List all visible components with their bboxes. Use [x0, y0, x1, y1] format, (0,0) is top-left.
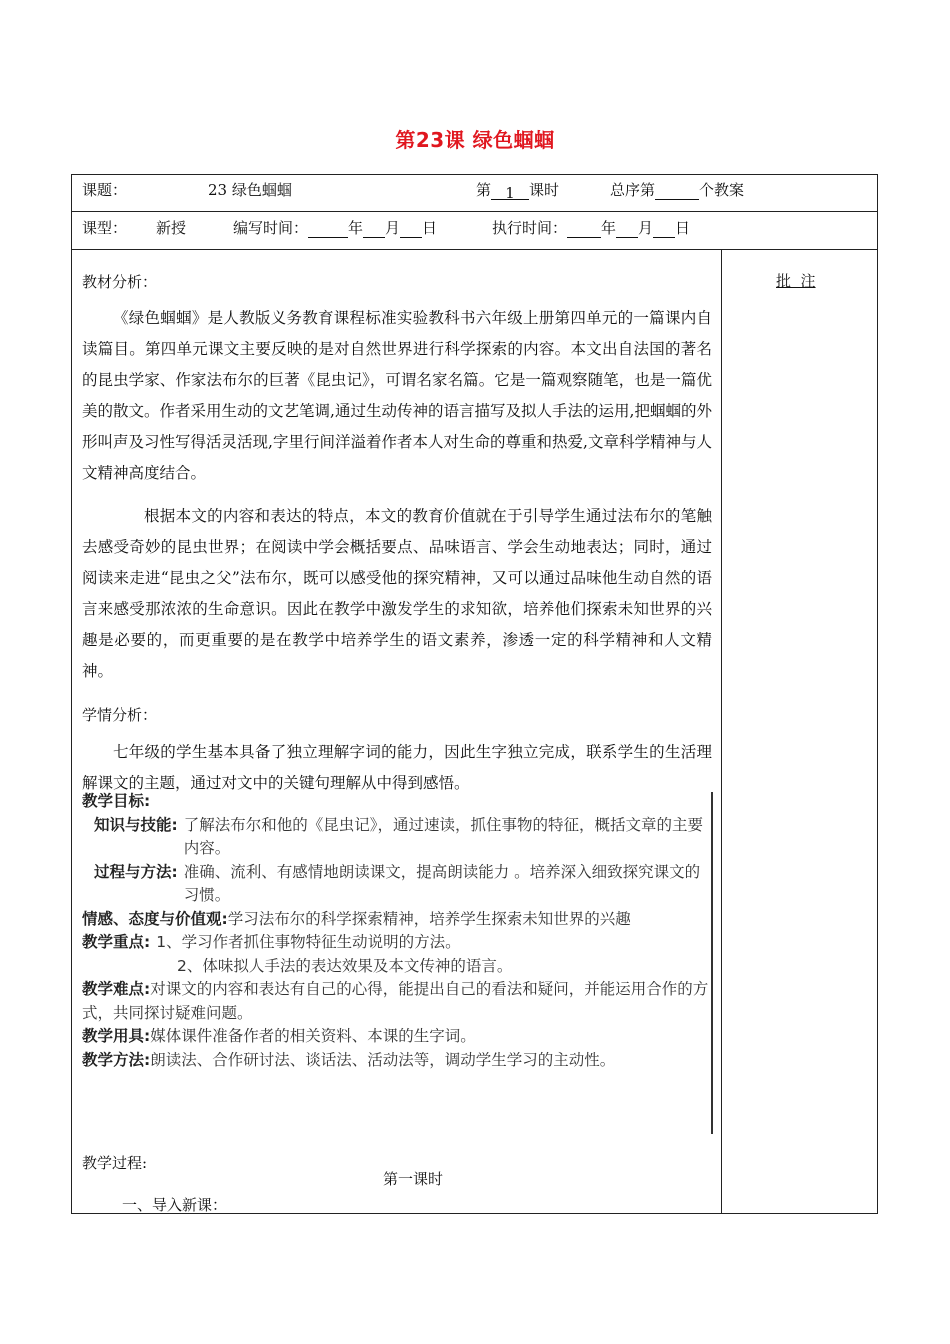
- process-text: 准确、流利、有感情地朗读课文，提高朗读能力 。培养深入细致探究课文的习惯。: [183, 862, 701, 904]
- year-label: 年: [601, 219, 617, 237]
- blank: [400, 221, 422, 238]
- objectives-border: [711, 792, 713, 1134]
- type-label: 课型：: [82, 219, 128, 237]
- seq-prefix: 总序第: [610, 181, 656, 199]
- methods-label: 教学方法:: [82, 1050, 151, 1069]
- objective-knowledge: [82, 814, 712, 861]
- write-time-label: 编写时间：: [233, 219, 309, 237]
- lesson-plan-table: [71, 174, 878, 1214]
- topic-value: 23 绿色蝈蝈: [208, 181, 292, 199]
- topic-label: 课题：: [82, 181, 128, 199]
- teaching-methods: [82, 1049, 712, 1073]
- tools-label: 教学用具:: [82, 1027, 151, 1045]
- teaching-objectives-block: [82, 790, 712, 1135]
- year-label: 年: [348, 219, 364, 237]
- blank: [567, 221, 601, 238]
- day-label: 日: [675, 219, 691, 237]
- blank: [616, 221, 638, 238]
- attitude-label: 情感、态度与价值观:: [82, 909, 228, 928]
- difficulties-text: 对课文的内容和表达有自己的心得，能提出自己的看法和疑问，并能运用合作的方式，共同探讨疑难问题。: [82, 980, 709, 1022]
- blank: [308, 221, 348, 238]
- heading-text: 教学目标:: [82, 792, 151, 810]
- lesson-prefix: 第: [476, 181, 492, 199]
- process-label: 过程与方法:: [94, 862, 178, 881]
- type-value: 新授: [156, 219, 187, 237]
- sequence-number: [610, 180, 744, 200]
- seq-blank: [655, 183, 699, 200]
- row-divider: [72, 211, 877, 212]
- write-time: [233, 218, 437, 238]
- row-divider: [72, 249, 877, 250]
- attitude-text: 学习法布尔的科学探索精神，培养学生探索未知世界的兴趣: [227, 909, 631, 928]
- lesson-count: [476, 180, 559, 200]
- objectives-heading: [82, 790, 712, 814]
- intro-label: 一、导入新课：: [122, 1196, 228, 1214]
- key-points-2: [82, 955, 712, 979]
- analysis-paragraph-2: [82, 501, 712, 687]
- paragraph-text: 《绿色蝈蝈》是人教版义务教育课程标准实验教科书六年级上册第四单元的一篇课内自读篇目。第四单元课文主要反映的是对自然世界进行科学探索的内容。本文出自法国的著名的昆虫学家、作家法布尔的巨著《昆虫记》，可谓名家名篇。它是一篇观察随笔，也是一篇优美的散文。作者采用生动的文艺笔调,通过生动传神的语言描写及拟人手法的运用,把蝈蝈的外形叫声及习性写得活灵活现,字里行间洋溢着作者本人对生命的尊重和热爱,文章科学精神与人文精神高度结合。: [82, 309, 712, 482]
- key-points: [82, 931, 712, 955]
- blank: [653, 221, 675, 238]
- lesson-suffix: 课时: [529, 181, 560, 199]
- paragraph-text: 根据本文的内容和表达的特点，本文的教育价值就在于引导学生通过法布尔的笔触去感受奇妙的昆虫世界；在阅读中学会概括要点、品味语言、学会生动地表达；同时，通过阅读来走进“昆虫之父”法布尔，既可以感受他的探究精神，又可以通过品味他生动自然的语言来感受那浓浓的生命意识。因此在教学中激发学生的求知欲，培养他们探索未知世界的兴趣是必要的，而更重要的是在教学中培养学生的语文素养，渗透一定的科学精神和人文精神。: [82, 507, 712, 680]
- day-label: 日: [422, 219, 438, 237]
- analysis-label: 教材分析：: [82, 273, 158, 291]
- process-label: 教学过程:: [82, 1154, 148, 1172]
- session-title: 第一课时: [383, 1170, 444, 1188]
- teaching-tools: [82, 1025, 712, 1049]
- analysis-paragraph-1: [82, 303, 712, 489]
- seq-suffix: 个教案: [699, 181, 745, 199]
- blank: [363, 221, 385, 238]
- student-analysis-label: 学情分析：: [82, 706, 158, 724]
- key-point-1: 1、学习作者抓住事物特征生动说明的方法。: [156, 933, 461, 951]
- knowledge-label: 知识与技能:: [94, 815, 178, 834]
- key-point-2: 2、体味拟人手法的表达效果及本文传神的语言。: [177, 956, 513, 975]
- knowledge-text: 了解法布尔和他的《昆虫记》，通过速读，抓住事物的特征，概括文章的主要内容。: [183, 815, 703, 857]
- methods-text: 朗读法、合作研讨法、谈话法、活动法等，调动学生学习的主动性。: [150, 1050, 616, 1069]
- notes-label: 批 注: [776, 272, 816, 290]
- objective-process: [82, 861, 712, 908]
- page-title: 第23课 绿色蝈蝈: [395, 128, 555, 152]
- difficulties-label: 教学难点:: [82, 980, 151, 998]
- month-label: 月: [385, 219, 401, 237]
- column-divider: [721, 249, 722, 1213]
- key-points-label: 教学重点:: [82, 933, 151, 951]
- exec-time: [492, 218, 690, 238]
- month-label: 月: [638, 219, 654, 237]
- objective-attitude: [82, 908, 712, 932]
- lesson-number-field: 1: [491, 183, 529, 200]
- exec-time-label: 执行时间：: [492, 219, 568, 237]
- tools-text: 媒体课件准备作者的相关资料、本课的生字词。: [150, 1027, 476, 1045]
- difficulties: [82, 978, 712, 1025]
- paragraph-text: 七年级的学生基本具备了独立理解字词的能力，因此生字独立完成，联系学生的生活理解课文的主题，通过对文中的关键句理解从中得到感悟。: [82, 743, 712, 792]
